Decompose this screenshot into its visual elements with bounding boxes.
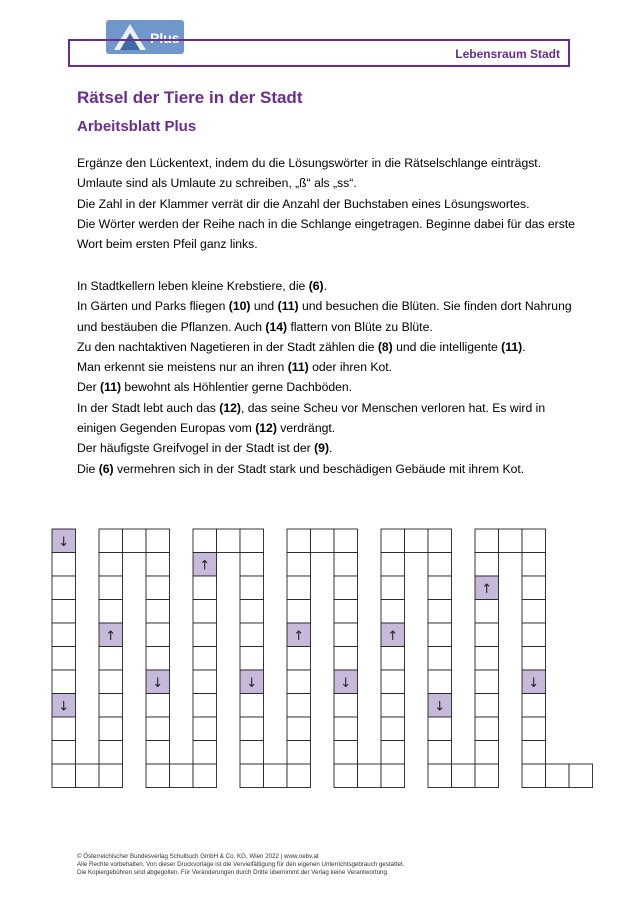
letter-cell[interactable] bbox=[381, 717, 405, 741]
letter-cell[interactable] bbox=[381, 741, 405, 765]
letter-cell[interactable] bbox=[428, 553, 452, 577]
letter-cell[interactable] bbox=[334, 576, 358, 600]
cloze-text-part: Man erkennt sie meistens nur an ihren bbox=[77, 360, 288, 375]
letter-cell[interactable] bbox=[240, 600, 264, 624]
letter-cell[interactable] bbox=[334, 600, 358, 624]
letter-cell[interactable] bbox=[287, 647, 311, 671]
letter-cell[interactable] bbox=[428, 764, 452, 788]
letter-cell[interactable] bbox=[52, 717, 76, 741]
instruction-line: Ergänze den Lückentext, indem du die Lösungswörter in die Rätselschlange einträgst. bbox=[77, 156, 542, 170]
arrow-up-icon: ↑ bbox=[481, 581, 493, 597]
letter-cell[interactable] bbox=[334, 717, 358, 741]
cloze-text-part: und besuchen die Blüten. Sie finden dort Nahrung bbox=[298, 299, 572, 314]
letter-count: (9) bbox=[314, 441, 330, 456]
letter-count: (11) bbox=[277, 299, 299, 314]
letter-cell[interactable] bbox=[428, 600, 452, 624]
letter-cell[interactable] bbox=[522, 576, 546, 600]
letter-count: (11) bbox=[100, 380, 122, 395]
letter-cell[interactable] bbox=[381, 600, 405, 624]
letter-cell[interactable] bbox=[475, 553, 499, 577]
arrow-up-icon: ↑ bbox=[199, 558, 211, 574]
letter-cell[interactable] bbox=[52, 670, 76, 694]
cloze-text-part: verdrängt. bbox=[276, 421, 336, 436]
letter-cell[interactable] bbox=[428, 529, 452, 553]
letter-cell[interactable] bbox=[240, 647, 264, 671]
letter-cell[interactable] bbox=[522, 647, 546, 671]
letter-cell[interactable] bbox=[334, 553, 358, 577]
letter-cell[interactable] bbox=[146, 600, 170, 624]
letter-cell[interactable] bbox=[146, 623, 170, 647]
letter-cell[interactable] bbox=[193, 694, 217, 718]
letter-cell[interactable] bbox=[428, 670, 452, 694]
cloze-text-part: Der häufigste Greifvogel in der Stadt ist der bbox=[77, 441, 315, 456]
cloze-text-part: In Stadtkellern leben kleine Krebstiere, die bbox=[77, 279, 309, 293]
instruction-line: Die Zahl in der Klammer verrät dir die Anzahl der Buchstaben eines Lösungswortes. bbox=[77, 196, 530, 211]
letter-cell[interactable] bbox=[99, 647, 123, 671]
letter-cell[interactable] bbox=[334, 741, 358, 765]
cloze-text-part: und bestäuben die Pflanzen. Auch bbox=[77, 319, 266, 334]
letter-cell[interactable] bbox=[311, 529, 335, 553]
footer-line: Die Kopiergebühren sind abgegolten. Für Veränderungen durch Dritte übernimmt der Verlag keine Verantwortung. bbox=[77, 869, 389, 876]
cloze-text-part: bewohnt als Höhlentier gerne Dachböden. bbox=[121, 380, 353, 395]
letter-cell[interactable] bbox=[428, 576, 452, 600]
cloze-text-part: oder ihren Kot. bbox=[308, 360, 393, 375]
letter-cell[interactable] bbox=[381, 576, 405, 600]
letter-cell[interactable] bbox=[99, 764, 123, 788]
footer-line: © Österreichischer Bundesverlag Schulbuch GmbH & Co. KG, Wien 2022 | www.oebv.at bbox=[77, 853, 319, 860]
page-title: Rätsel der Tiere in der Stadt bbox=[77, 88, 303, 107]
letter-cell[interactable] bbox=[264, 764, 288, 788]
letter-cell[interactable] bbox=[381, 553, 405, 577]
arrow-down-icon: ↓ bbox=[434, 699, 446, 715]
letter-count: (11) bbox=[501, 339, 523, 354]
letter-count: (12) bbox=[255, 421, 277, 436]
letter-cell[interactable] bbox=[52, 553, 76, 577]
letter-cell[interactable] bbox=[76, 764, 100, 788]
letter-cell[interactable] bbox=[240, 576, 264, 600]
letter-cell[interactable] bbox=[52, 600, 76, 624]
letter-cell[interactable] bbox=[193, 717, 217, 741]
letter-cell[interactable] bbox=[99, 553, 123, 577]
cloze-text-part: , das seine Scheu vor Menschen verloren hat. Es wird in bbox=[240, 400, 546, 415]
letter-count: (10) bbox=[228, 299, 251, 314]
letter-cell[interactable] bbox=[522, 717, 546, 741]
cloze-text-part: Zu den nachtaktiven Nagetieren in der Stadt zählen die bbox=[77, 339, 378, 354]
cloze-text-part: Der bbox=[77, 380, 101, 395]
letter-count: (12) bbox=[219, 400, 241, 415]
letter-cell[interactable] bbox=[99, 600, 123, 624]
letter-cell[interactable] bbox=[569, 764, 593, 788]
letter-cell[interactable] bbox=[522, 600, 546, 624]
letter-count: (6) bbox=[308, 279, 324, 293]
letter-cell[interactable] bbox=[146, 576, 170, 600]
letter-cell[interactable] bbox=[475, 764, 499, 788]
letter-cell[interactable] bbox=[452, 764, 476, 788]
letter-cell[interactable] bbox=[193, 764, 217, 788]
letter-cell[interactable] bbox=[123, 529, 147, 553]
letter-cell[interactable] bbox=[52, 741, 76, 765]
letter-cell[interactable] bbox=[217, 529, 241, 553]
arrow-down-icon: ↓ bbox=[340, 675, 352, 691]
letter-cell[interactable] bbox=[381, 670, 405, 694]
cloze-text-part: In Gärten und Parks fliegen bbox=[77, 299, 229, 314]
letter-cell[interactable] bbox=[428, 741, 452, 765]
cloze-text-part: flattern von Blüte zu Blüte. bbox=[287, 319, 433, 334]
cloze-text-part: . bbox=[522, 339, 526, 354]
letter-cell[interactable] bbox=[381, 647, 405, 671]
letter-cell[interactable] bbox=[381, 764, 405, 788]
letter-cell[interactable] bbox=[99, 670, 123, 694]
cloze-text-part: vermehren sich in der Stadt stark und beschädigen Gebäude mit ihrem Kot. bbox=[113, 461, 525, 476]
letter-cell[interactable] bbox=[193, 600, 217, 624]
letter-cell[interactable] bbox=[52, 764, 76, 788]
letter-cell[interactable] bbox=[170, 764, 194, 788]
letter-cell[interactable] bbox=[99, 741, 123, 765]
cloze-text-part: und die intelligente bbox=[392, 339, 502, 354]
letter-cell[interactable] bbox=[522, 623, 546, 647]
letter-cell[interactable] bbox=[428, 647, 452, 671]
letter-cell[interactable] bbox=[240, 529, 264, 553]
footer-line: Alle Rechte vorbehalten. Von dieser Druckvorlage ist die Vervielfältigung für den eigenen Unterrichtsgebrauch gestattet. bbox=[77, 861, 405, 868]
cloze-text-part: . bbox=[329, 441, 333, 456]
letter-cell[interactable] bbox=[146, 764, 170, 788]
letter-cell[interactable] bbox=[475, 647, 499, 671]
letter-cell[interactable] bbox=[287, 717, 311, 741]
cloze-text-part: Die bbox=[77, 461, 99, 476]
cloze-text-part: und bbox=[250, 299, 278, 314]
letter-cell[interactable] bbox=[522, 764, 546, 788]
cloze-text-part: In der Stadt lebt auch das bbox=[77, 400, 220, 415]
letter-cell[interactable] bbox=[52, 576, 76, 600]
letter-cell[interactable] bbox=[475, 717, 499, 741]
letter-cell[interactable] bbox=[240, 694, 264, 718]
arrow-up-icon: ↑ bbox=[387, 628, 399, 644]
letter-cell[interactable] bbox=[428, 717, 452, 741]
letter-cell[interactable] bbox=[240, 741, 264, 765]
letter-cell[interactable] bbox=[193, 576, 217, 600]
svg-text:Plus: Plus bbox=[150, 30, 180, 46]
letter-cell[interactable] bbox=[522, 553, 546, 577]
footer bbox=[77, 853, 404, 877]
letter-count: (14) bbox=[265, 319, 288, 334]
letter-cell[interactable] bbox=[287, 670, 311, 694]
letter-cell[interactable] bbox=[381, 529, 405, 553]
letter-cell[interactable] bbox=[475, 623, 499, 647]
instruction-line: Die Wörter werden der Reihe nach in die Schlange eingetragen. Beginne dabei für das erste bbox=[77, 216, 575, 231]
letter-cell[interactable] bbox=[99, 717, 123, 741]
letter-cell[interactable] bbox=[146, 553, 170, 577]
letter-cell[interactable] bbox=[99, 694, 123, 718]
letter-cell[interactable] bbox=[522, 529, 546, 553]
letter-cell[interactable] bbox=[52, 647, 76, 671]
letter-cell[interactable] bbox=[146, 647, 170, 671]
arrow-down-icon: ↓ bbox=[246, 675, 258, 691]
cloze-text-part: . bbox=[323, 279, 327, 293]
letter-cell[interactable] bbox=[499, 529, 523, 553]
letter-cell[interactable] bbox=[546, 764, 570, 788]
letter-cell[interactable] bbox=[287, 600, 311, 624]
section-label: Lebensraum Stadt bbox=[455, 47, 560, 61]
letter-cell[interactable] bbox=[240, 717, 264, 741]
letter-cell[interactable] bbox=[287, 576, 311, 600]
cloze-text-part: einigen Gegenden Europas vom bbox=[77, 421, 256, 436]
letter-cell[interactable] bbox=[193, 623, 217, 647]
letter-cell[interactable] bbox=[287, 529, 311, 553]
letter-cell[interactable] bbox=[287, 764, 311, 788]
letter-cell[interactable] bbox=[475, 529, 499, 553]
letter-cell[interactable] bbox=[240, 764, 264, 788]
letter-cell[interactable] bbox=[240, 623, 264, 647]
letter-cell[interactable] bbox=[522, 741, 546, 765]
letter-cell[interactable] bbox=[334, 764, 358, 788]
instruction-line: Wort beim ersten Pfeil ganz links. bbox=[77, 237, 258, 252]
letter-cell[interactable] bbox=[287, 694, 311, 718]
letter-cell[interactable] bbox=[475, 600, 499, 624]
letter-cell[interactable] bbox=[287, 741, 311, 765]
arrow-down-icon: ↓ bbox=[528, 675, 540, 691]
letter-cell[interactable] bbox=[522, 694, 546, 718]
instruction-line: Umlaute sind als Umlaute zu schreiben, „ß“ als „ss“. bbox=[77, 176, 357, 191]
letter-cell[interactable] bbox=[405, 529, 429, 553]
letter-cell[interactable] bbox=[475, 694, 499, 718]
page-subtitle: Arbeitsblatt Plus bbox=[77, 118, 197, 135]
letter-cell[interactable] bbox=[240, 553, 264, 577]
letter-cell[interactable] bbox=[146, 741, 170, 765]
letter-cell[interactable] bbox=[146, 717, 170, 741]
arrow-up-icon: ↑ bbox=[105, 628, 117, 644]
letter-count: (6) bbox=[98, 461, 114, 476]
letter-cell[interactable] bbox=[99, 576, 123, 600]
letter-cell[interactable] bbox=[334, 623, 358, 647]
letter-count: (11) bbox=[287, 360, 309, 375]
letter-cell[interactable] bbox=[193, 647, 217, 671]
letter-cell[interactable] bbox=[475, 670, 499, 694]
letter-cell[interactable] bbox=[193, 670, 217, 694]
letter-cell[interactable] bbox=[334, 529, 358, 553]
letter-cell[interactable] bbox=[99, 529, 123, 553]
letter-cell[interactable] bbox=[193, 529, 217, 553]
arrow-down-icon: ↓ bbox=[58, 699, 70, 715]
letter-cell[interactable] bbox=[334, 647, 358, 671]
arrow-down-icon: ↓ bbox=[58, 534, 70, 550]
letter-cell[interactable] bbox=[334, 694, 358, 718]
letter-cell[interactable] bbox=[358, 764, 382, 788]
letter-cell[interactable] bbox=[475, 741, 499, 765]
letter-cell[interactable] bbox=[287, 553, 311, 577]
letter-cell[interactable] bbox=[193, 741, 217, 765]
arrow-up-icon: ↑ bbox=[293, 628, 305, 644]
letter-cell[interactable] bbox=[381, 694, 405, 718]
letter-cell[interactable] bbox=[52, 623, 76, 647]
letter-cell[interactable] bbox=[146, 529, 170, 553]
letter-cell[interactable] bbox=[146, 694, 170, 718]
arrow-down-icon: ↓ bbox=[152, 675, 164, 691]
letter-count: (8) bbox=[377, 339, 393, 354]
letter-cell[interactable] bbox=[428, 623, 452, 647]
